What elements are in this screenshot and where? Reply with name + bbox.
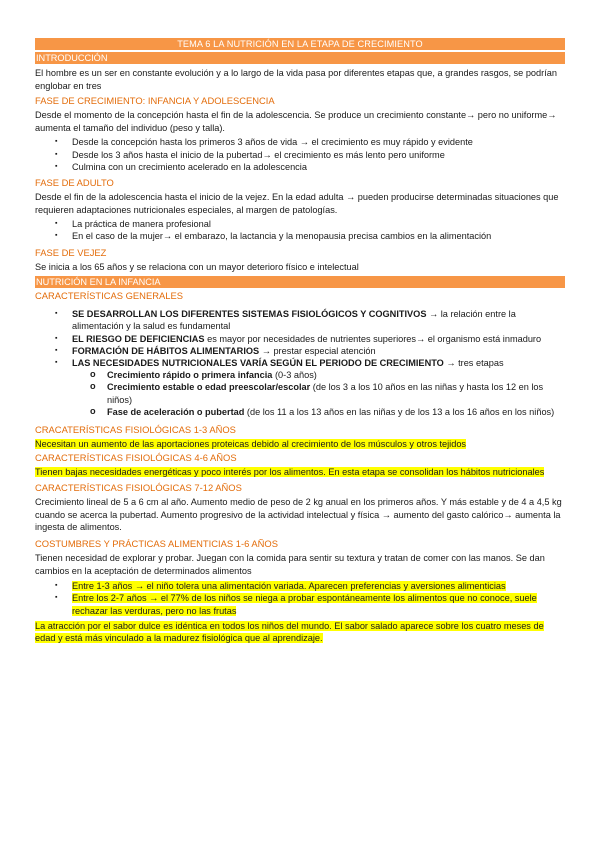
list-item: o Fase de aceleración o pubertad (de los 11 a los 13 años en las niñas y de los 13 a los 16 años en los niños) (35, 406, 562, 418)
subheading-costumbres: COSTUMBRES Y PRÁCTICAS ALIMENTICIAS 1-6 AÑOS (35, 537, 278, 549)
subheading-caracteristicas-generales: CARACTERÍSTICAS GENERALES (35, 290, 183, 302)
fase-vejez-paragraph: Se inicia a los 65 años y se relaciona con un mayor deterioro físico e intelectual (35, 261, 359, 272)
subheading-fisiologicas-7-12: CARACTERÍSTICAS FISIOLÓGICAS 7-12 AÑOS (35, 482, 242, 494)
list-item: ▪ Desde los 3 años hasta el inicio de la pubertad→ el crecimiento es más lento pero uniforme (35, 149, 562, 161)
list-item: ▪ Culmina con un crecimiento acelerado en la adolescencia (35, 161, 562, 173)
costumbres-paragraph: Tienen necesidad de explorar y probar. Juegan con la comida para sentir su textura y tratan de comer con las manos. Se dan cambios en la aceptación de determinados alimentos (35, 552, 545, 576)
etapas-list (35, 369, 565, 418)
fase-adulto-list (35, 218, 565, 242)
fase-crecimiento-list (35, 136, 565, 173)
list-item: ▪ La práctica de manera profesional (35, 218, 562, 230)
list-item: ▪ EL RIESGO DE DEFICIENCIAS es mayor por necesidades de nutrientes superiores→ el organismo está inmaduro (35, 333, 562, 345)
section-heading-introduccion: INTRODUCCIÓN (35, 52, 565, 64)
subheading-fisiologicas-1-3: CRACATERÍSTICAS FISIOLÓGICAS 1-3 AÑOS (35, 424, 236, 435)
fase-crecimiento-paragraph: Desde el momento de la concepción hasta el fin de la adolescencia. Se produce un crecimiento constante→ pero no uniforme→ aumenta el tamaño del individuo (peso y talla). (35, 110, 557, 133)
list-item: ▪ Entre 1-3 años → el niño tolera una alimentación variada. Aparecen preferencias y aversiones alimenticias (35, 580, 522, 592)
fisiologicas-1-3-paragraph: Necesitan un aumento de las aportaciones proteicas debido al crecimiento de los músculos y otros tejidos (35, 439, 467, 449)
subheading-fase-vejez: FASE DE VEJEZ (35, 246, 107, 258)
list-item: ▪ FORMACIÓN DE HÁBITOS ALIMENTARIOS → prestar especial atención (35, 345, 562, 357)
fisiologicas-7-12-paragraph: Crecimiento lineal de 5 a 6 cm al año. Aumento medio de peso de 2 kg anual en los primeros años. Y más estable y de 4 a 4,5 kg cuando se acerca la pubertad. Aumento progresivo de la actividad intelectual y física → aumento del gasto calórico→ aumenta la ingesta de alimentos. (35, 497, 562, 533)
list-item: o Crecimiento rápido o primera infancia (0-3 años) (35, 369, 562, 381)
section-heading-nutricion-infancia: NUTRICIÓN EN LA INFANCIA (35, 276, 565, 288)
fase-adulto-paragraph: Desde el fin de la adolescencia hasta el inicio de la vejez. En la edad adulta → pueden producirse determinadas situaciones que requieren adaptaciones nutricionales especiales, al margen de patologías. (35, 191, 559, 215)
final-paragraph: La atracción por el sabor dulce es idéntica en todos los niños del mundo. El sabor salado aparece sobre los cuatro meses de edad y está más vinculado a la madurez fisiológica que al aprendizaje. (35, 620, 544, 644)
list-item: ▪ SE DESARROLLAN LOS DIFERENTES SISTEMAS FISIOLÓGICOS Y COGNITIVOS → la relación entre la alimentación y la salud es fundamental (35, 308, 562, 332)
document-title: TEMA 6 LA NUTRICIÓN EN LA ETAPA DE CRECIMIENTO (35, 38, 565, 50)
fisiologicas-4-6-paragraph: Tienen bajas necesidades energéticas y poco interés por los alimentos. En esta etapa se consolidan los hábitos nutricionales (35, 466, 545, 477)
subheading-fase-adulto: FASE DE ADULTO (35, 176, 114, 188)
list-item: ▪ Entre los 2-7 años → el 77% de los niños se niega a probar espontáneamente los alimentos que no conoce, suele rechazar las verduras, pero no las frutas (35, 592, 542, 616)
subheading-fase-crecimiento: FASE DE CRECIMIENTO: INFANCIA Y ADOLESCENCIA (35, 95, 275, 107)
caracteristicas-generales-list (35, 308, 565, 369)
list-item: ▪ LAS NECESIDADES NUTRICIONALES VARÍA SEGÚN EL PERIODO DE CRECIMIENTO → tres etapas (35, 357, 562, 369)
costumbres-list (35, 580, 565, 617)
intro-paragraph: El hombre es un ser en constante evolución y a lo largo de la vida pasa por diferentes etapas que, a grandes rasgos, se podrían englobar en tres (35, 68, 557, 91)
subheading-fisiologicas-4-6: CARACTERÍSTICAS FISIOLÓGICAS 4-6 AÑOS (35, 451, 237, 463)
list-item: ▪ En el caso de la mujer→ el embarazo, la lactancia y la menopausia precisa cambios en la alimentación (35, 230, 572, 242)
list-item: ▪ Desde la concepción hasta los primeros 3 años de vida → el crecimiento es muy rápido y evidente (35, 136, 562, 148)
list-item: o Crecimiento estable o edad preescolar/escolar (de los 3 a los 10 años en las niñas y hasta los 12 en los niños) (35, 381, 562, 405)
document-content (35, 38, 565, 645)
